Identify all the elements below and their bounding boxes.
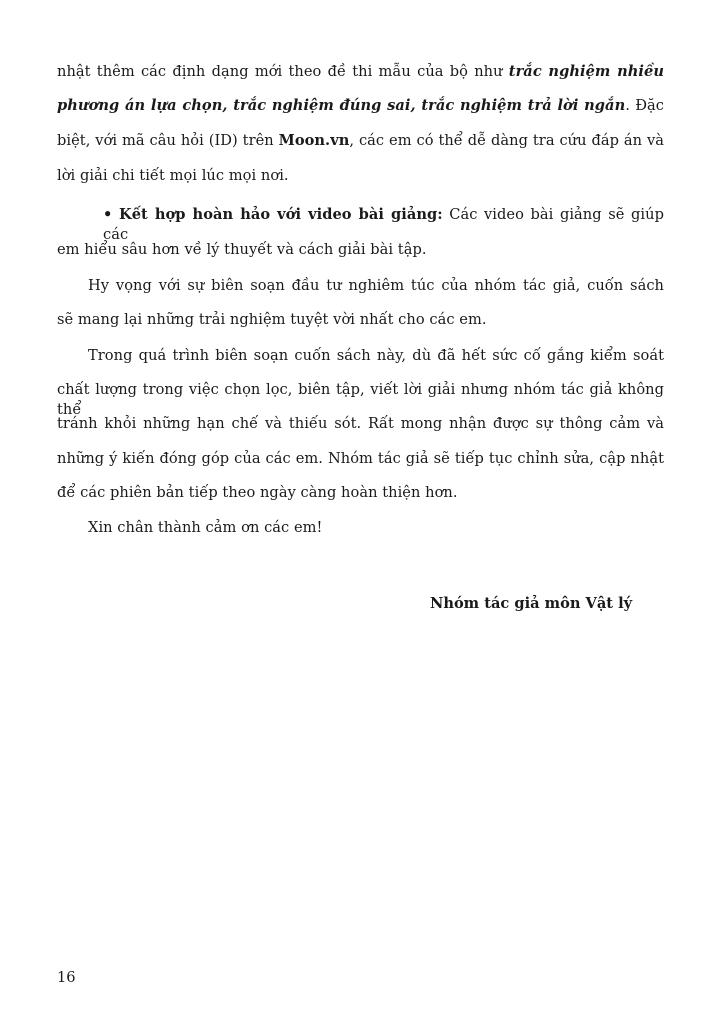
author-signature: Nhóm tác giả môn Vật lý (430, 595, 633, 612)
moon-vn-bold: Moon.vn (278, 132, 350, 149)
paragraph1-line2-text: . Đặc (625, 97, 664, 114)
paragraph1-line2-emphasis: phương án lựa chọn, trắc nghiệm đúng sai, trắc nghiệm trả lời ngắn (57, 97, 626, 114)
paragraph4-line2: chất lượng trong việc chọn lọc, biên tập, viết lời giải nhưng nhóm tác giả không thể (57, 381, 664, 418)
paragraph2-line2: em hiểu sâu hơn về lý thuyết và cách giải bài tập. (57, 241, 427, 258)
paragraph1-line3-text: biệt, với mã câu hỏi (ID) trên (57, 132, 279, 149)
paragraph3-line2: sẽ mang lại những trải nghiệm tuyệt vời nhất cho các em. (57, 311, 487, 328)
paragraph1-line1-emphasis: trắc nghiệm nhiều (508, 63, 664, 80)
paragraph4-line4: những ý kiến đóng góp của các em. Nhóm tác giả sẽ tiếp tục chỉnh sửa, cập nhật (57, 450, 664, 467)
paragraph1-line2 (57, 96, 664, 116)
paragraph1-line4: lời giải chi tiết mọi lúc mọi nơi. (57, 167, 289, 184)
paragraph1-line3 (57, 131, 664, 151)
bullet-icon: • (103, 206, 113, 223)
paragraph4-line3: tránh khỏi những hạn chế và thiếu sót. Rất mong nhận được sự thông cảm và (57, 415, 664, 432)
paragraph4-line5: để các phiên bản tiếp theo ngày càng hoàn thiện hơn. (57, 484, 458, 501)
paragraph2-bold-label: Kết hợp hoàn hảo với video bài giảng: (118, 206, 443, 223)
paragraph3-line1: Hy vọng với sự biên soạn đầu tư nghiêm túc của nhóm tác giả, cuốn sách (88, 277, 664, 294)
paragraph4-line1: Trong quá trình biên soạn cuốn sách này, dù đã hết sức cố gắng kiểm soát (88, 347, 664, 364)
paragraph2-line1 (103, 205, 664, 245)
paragraph5-line1: Xin chân thành cảm ơn các em! (88, 519, 323, 536)
paragraph2-line1-text: Các video bài giảng sẽ giúp các (103, 206, 664, 243)
paragraph1-line1-text: nhật thêm các định dạng mới theo đề thi mẫu của bộ như (57, 63, 509, 80)
paragraph1-line3-rest: , các em có thể dễ dàng tra cứu đáp án và (349, 132, 664, 149)
paragraph1-line1 (57, 62, 664, 82)
page-number: 16 (57, 969, 76, 986)
